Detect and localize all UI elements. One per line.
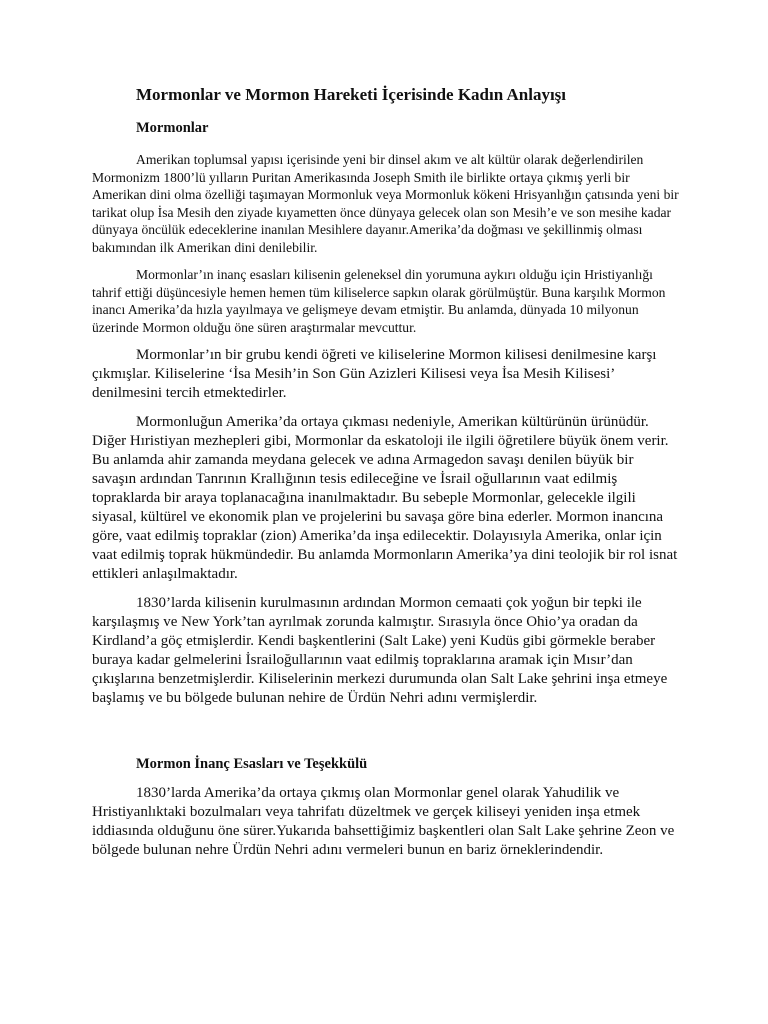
paragraph-5: 1830’larda kilisenin kurulmasının ardından Mormon cemaati çok yoğun bir tepki ile karşılaşmış ve New York’tan ayrılmak zorunda kalmıştır. Sırasıyla önce Ohio’ya oradan da Kirdland’a göç etmişlerdir. Kendi başkentlerini (Salt Lake) yeni Kudüs gibi görmekle beraber buraya kadar gelmelerini İsrailoğullarının vaat edilmiş topraklarına aramak için Mısır’dan çıkışlarına benzetmişlerdir. Kiliselerinin merkezi durumunda olan Salt Lake şehrini inşa etmeye başlamış ve bu bölgede bulunan nehire de Ürdün Nehri adını vermişlerdir. xyxy=(92,595,668,706)
document-title: Mormonlar ve Mormon Hareketi İçerisinde Kadın Anlayışı xyxy=(136,85,567,104)
document-page xyxy=(92,84,680,870)
paragraph-1: Amerikan toplumsal yapısı içerisinde yeni bir dinsel akım ve alt kültür olarak değerlendirilen Mormonizm 1800’lü yılların Puritan Amerikasında Joseph Smith ile birlikte ortaya çıkmış yerli bir Amerikan dini olma özelliği taşımayan Mormonluk veya Mormonluk kökeni Hrisyanlığın çatısında yeni bir tarikat olup İsa Mesih den ziyade kıyametten önce dünyaya gelecek olan son Mesih’e ve son mesihe kadar dünyaya öncülük edeceklerine inanılan Mesihlere dayanır.Amerika’da doğması ve şekillinmiş olması bakımından ilk Amerikan dini denilebilir. xyxy=(92,152,679,255)
paragraph-3: Mormonlar’ın bir grubu kendi öğreti ve kiliselerine Mormon kilisesi denilmesine karşı çıkmışlar. Kiliselerine ‘İsa Mesih’in Son Gün Azizleri Kilisesi veya İsa Mesih Kilisesi’ denilmesini tercih etmektedirler. xyxy=(92,347,657,401)
section-heading-inanc-esaslari: Mormon İnanç Esasları ve Teşekkülü xyxy=(136,756,368,772)
paragraph-4: Mormonluğun Amerika’da ortaya çıkması nedeniyle, Amerikan kültürünün ürünüdür. Diğer Hıristiyan mezhepleri gibi, Mormonlar da eskatoloji ile ilgili öğretilere büyük önem verir. Bu anlamda ahir zamanda meydana gelecek ve adına Armagedon savaşı denilen büyük bir savaşın ardından Tanrının Krallığının tesis edileceğine ve İsrail oğullarının vaat edilmiş topraklarda bir araya toplanacağına inanılmaktadır. Bu sebeple Mormonlar, gelecekle ilgili siyasal, kültürel ve ekonomik plan ve projelerini bu savaşa göre bina ederler. Mormon inancına göre, vaat edilmiş topraklar (zion) Amerika’da inşa edilecektir. Dolayısıyla Amerika, onlar için vaat edilmiş toprak hükmündedir. Bu anlamda Mormonların Amerika’ya dini teolojik bir rol isnat ettikleri anlaşılmaktadır. xyxy=(92,414,678,582)
section-heading-mormonlar: Mormonlar xyxy=(136,120,209,136)
paragraph-6: 1830’larda Amerika’da ortaya çıkmış olan Mormonlar genel olarak Yahudilik ve Hristiyanlıktaki bozulmaları veya tahrifatı düzeltmek ve gerçek kiliseyi yeniden inşa etmek iddiasında olduğunu öne sürer.Yukarıda bahsettiğimiz başkentleri olan Salt Lake şehrine Zeon ve bölgede bulunan nehre Ürdün Nehri adını vermeleri bunun en bariz örneklerindendir. xyxy=(92,785,675,858)
paragraph-2: Mormonlar’ın inanç esasları kilisenin geleneksel din yorumuna aykırı olduğu için Hristiyanlığı tahrif ettiği düşüncesiyle hemen hemen tüm kiliselerce sapkın olarak görülmüştür. Buna karşılık Mormon inancı Amerika’da hızla yayılmaya ve gelişmeye devam etmiştir. Bu anlamda, dünyada 10 milyonun üzerinde Mormon olduğu öne süren araştırmalar mevcuttur. xyxy=(92,267,666,335)
